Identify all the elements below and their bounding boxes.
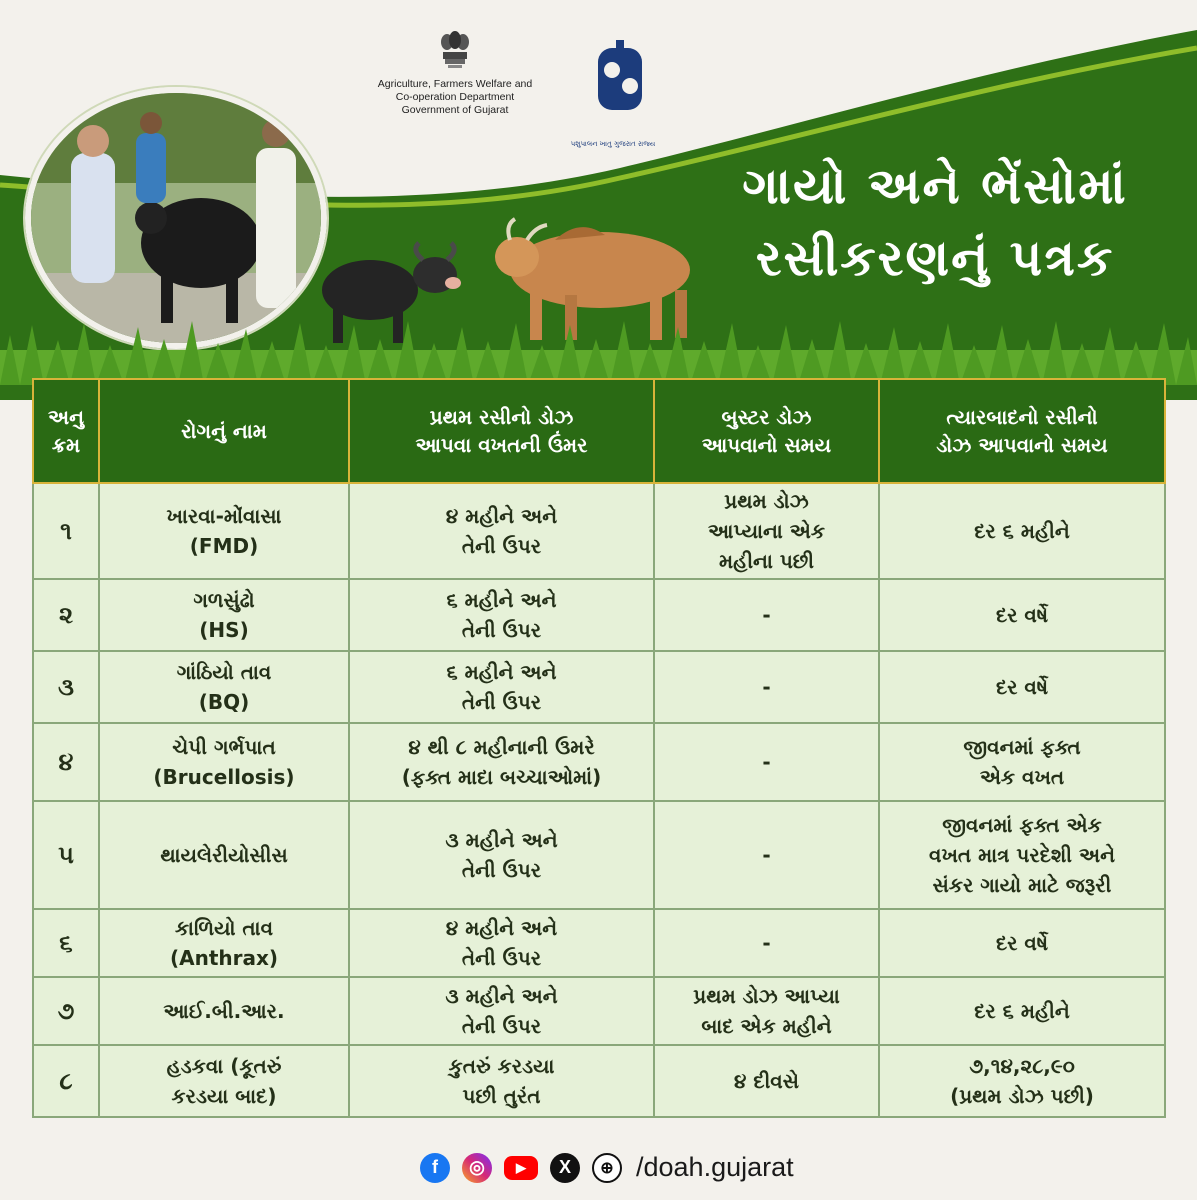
disease-cell-line: આઈ.બી.આર. [163,999,285,1023]
disease-cell [99,651,349,723]
youtube-icon[interactable]: ▶ [504,1156,538,1180]
subsequent-dose-cell-line: સંકર ગાયો માટે જરૂરી [932,873,1112,897]
subsequent-dose-cell-line: ૭,૧૪,૨૮,૯૦ [969,1054,1075,1078]
serial-cell: ૨ [33,579,99,651]
header-first-dose-age: પ્રથમ રસીનો ડોઝ આપવા વખતની ઉંમર [349,379,654,483]
instagram-icon[interactable]: ◎ [462,1153,492,1183]
table-row [33,909,1165,977]
first-dose-cell-line: ૩ મહીને અને [445,984,558,1008]
booster-cell-line: - [762,675,771,699]
subsequent-dose-cell [879,909,1165,977]
booster-cell [654,1045,879,1117]
booster-cell-line: પ્રથમ ડોઝ [724,489,809,513]
first-dose-cell-line: તેની ઉપર [461,618,542,642]
booster-cell [654,483,879,579]
booster-cell-line: બાદ એક મહીને [701,1014,832,1038]
first-dose-cell-line: તેની ઉપર [461,858,542,882]
table-row [33,579,1165,651]
first-dose-cell-line: (ફક્ત માદા બચ્ચાઓમાં) [401,765,602,789]
first-dose-cell-line: તેની ઉપર [461,534,542,558]
disease-cell-line: થાયલેરીયોસીસ [160,843,288,867]
first-dose-cell [349,909,654,977]
first-dose-cell-line: તેની ઉપર [461,946,542,970]
table-row [33,483,1165,579]
first-dose-cell [349,651,654,723]
first-dose-cell-line: ૬ મહીને અને [446,660,557,684]
first-dose-cell-line: ૪ થી ૮ મહીનાની ઉમરે [408,735,595,759]
header-booster-dose: બુસ્ટર ડોઝ આપવાનો સમય [654,379,879,483]
serial-cell: ૪ [33,723,99,801]
subsequent-dose-cell-line: જીવનમાં ફક્ત [963,735,1081,759]
national-emblem-icon [438,28,472,72]
first-dose-cell [349,579,654,651]
table-row [33,651,1165,723]
booster-cell [654,651,879,723]
table-row [33,723,1165,801]
table-row [33,1045,1165,1117]
gov-text-line-1: Agriculture, Farmers Welfare and [377,78,533,90]
subsequent-dose-cell-line: દર ૬ મહીને [974,999,1070,1023]
subsequent-dose-cell-line: દર વર્ષે [995,931,1049,955]
subsequent-dose-cell-line: જીવનમાં ફક્ત એક [942,813,1102,837]
disease-cell [99,723,349,801]
booster-cell [654,801,879,909]
vaccination-table [32,378,1164,1118]
disease-cell-line: ગળસુંઢો [193,588,255,612]
table-body [33,483,1165,1117]
first-dose-cell [349,977,654,1045]
disease-cell-line: (Brucellosis) [153,765,295,789]
header-disease-name: રોગનું નામ [99,379,349,483]
first-dose-cell-line: તેની ઉપર [461,1014,542,1038]
booster-cell-line: - [762,843,771,867]
page-title [700,150,1170,294]
disease-cell [99,579,349,651]
first-dose-cell-line: કુતરું કરડયા [448,1054,555,1078]
booster-cell [654,723,879,801]
serial-cell: ૧ [33,483,99,579]
disease-cell-line: ખારવા-મોંવાસા [166,504,282,528]
first-dose-cell-line: ૩ મહીને અને [445,828,558,852]
subsequent-dose-cell-line: (પ્રથમ ડોઝ પછી) [950,1084,1094,1108]
first-dose-cell-line: તેની ઉપર [461,690,542,714]
subsequent-dose-cell [879,1045,1165,1117]
first-dose-cell [349,801,654,909]
serial-cell: ૫ [33,801,99,909]
serial-cell: ૩ [33,651,99,723]
header-logos [360,28,680,148]
header-serial-number: અનુ ક્રમ [33,379,99,483]
disease-cell [99,801,349,909]
disease-cell-line: ગાંઠિયો તાવ [176,660,272,684]
disease-cell-line: હડકવા (કૂતરું [166,1054,282,1078]
x-icon[interactable]: X [550,1153,580,1183]
first-dose-cell-line: ૪ મહીને અને [445,916,558,940]
government-logo-block [360,28,550,117]
disease-cell [99,909,349,977]
disease-cell-line: કાળિયો તાવ [174,916,274,940]
subsequent-dose-cell-line: વખત માત્ર પરદેશી અને [928,843,1115,867]
social-handle[interactable]: /doah.gujarat [636,1152,794,1182]
serial-cell: ૭ [33,977,99,1045]
subsequent-dose-cell-line: એક વખત [979,765,1065,789]
subsequent-dose-cell [879,723,1165,801]
first-dose-cell-line: ૪ મહીને અને [445,504,558,528]
table-header-row [33,379,1165,483]
table-row [33,801,1165,909]
booster-cell-line: - [762,931,771,955]
subsequent-dose-cell [879,651,1165,723]
serial-cell: ૬ [33,909,99,977]
title-line-2: રસીકરણનું પત્રક [755,229,1115,287]
subsequent-dose-cell [879,801,1165,909]
booster-cell-line: આપ્યાના એક [707,519,826,543]
subsequent-dose-cell [879,579,1165,651]
disease-cell-line: (FMD) [189,534,259,558]
subsequent-dose-cell-line: દર વર્ષે [995,603,1049,627]
booster-cell [654,909,879,977]
booster-cell-line: - [762,750,771,774]
subsequent-dose-cell-line: દર ૬ મહીને [974,519,1070,543]
first-dose-cell [349,1045,654,1117]
subsequent-dose-cell-line: દર વર્ષે [995,675,1049,699]
first-dose-cell-line: ૬ મહીને અને [446,588,557,612]
social-links [420,1152,794,1183]
booster-cell [654,977,879,1045]
facebook-icon[interactable]: f [420,1153,450,1183]
booster-cell-line: - [762,603,771,627]
disease-cell-line: (BQ) [198,690,250,714]
disease-cell-line: કરડયા બાદ) [171,1084,277,1108]
first-dose-cell [349,483,654,579]
grass-decoration [0,295,1197,385]
first-dose-cell-line: પછી તુરંત [462,1084,541,1108]
booster-cell-line: ૪ દીવસે [734,1069,799,1093]
globe-icon[interactable]: ⊕ [592,1153,622,1183]
gov-text-line-2: Co-operation Department [395,91,515,103]
disease-cell [99,483,349,579]
title-line-1: ગાયો અને ભેંસોમાં [742,157,1128,215]
disease-cell [99,977,349,1045]
table-row [33,977,1165,1045]
gov-text-line-3: Government of Gujarat [401,104,509,116]
disease-cell-line: (HS) [199,618,249,642]
booster-cell-line: પ્રથમ ડોઝ આપ્યા [693,984,840,1008]
booster-cell [654,579,879,651]
disease-cell [99,1045,349,1117]
department-logo-icon [560,34,680,144]
header-subsequent-dose: ત્યારબાદનો રસીનો ડોઝ આપવાનો સમય [879,379,1165,483]
subsequent-dose-cell [879,977,1165,1045]
serial-cell: ૮ [33,1045,99,1117]
disease-cell-line: (Anthrax) [169,946,279,970]
subsequent-dose-cell [879,483,1165,579]
booster-cell-line: મહીના પછી [719,549,814,573]
first-dose-cell [349,723,654,801]
department-logo-subtitle: પશુપાલન ખાતુ ગુજરાત રાજ્ય [570,140,656,148]
disease-cell-line: ચેપી ગર્ભપાત [172,735,276,759]
